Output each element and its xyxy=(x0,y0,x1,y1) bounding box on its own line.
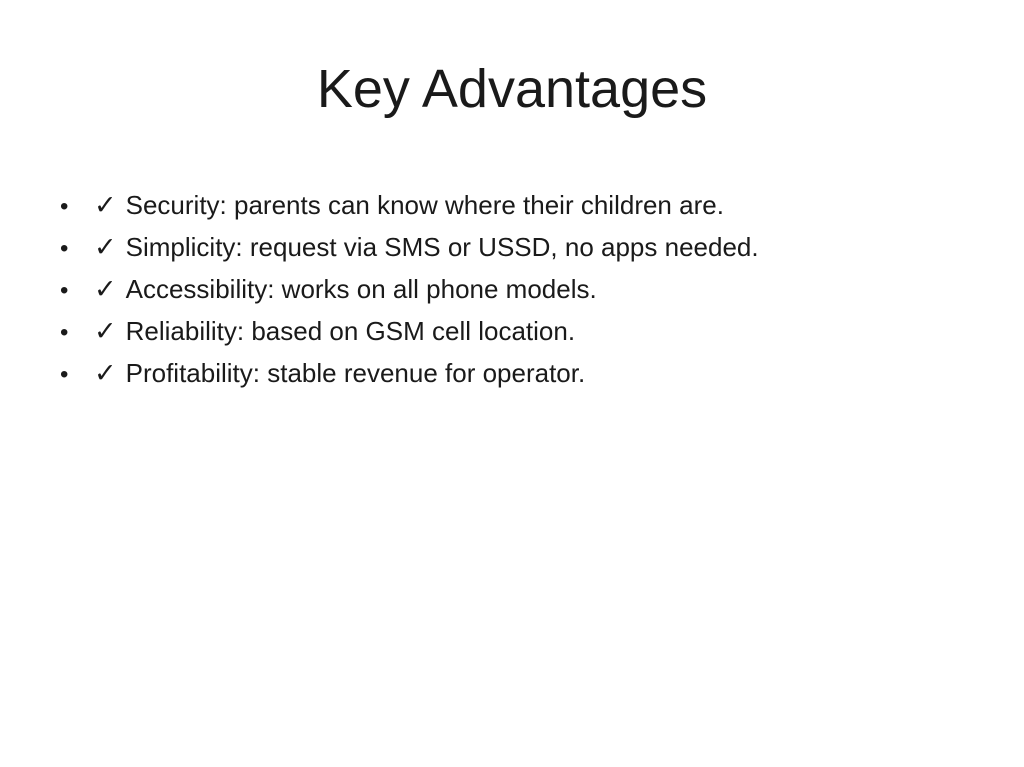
check-icon: ✓ xyxy=(94,316,117,346)
bullet-text: Security: parents can know where their children are. xyxy=(125,190,724,220)
check-icon: ✓ xyxy=(94,358,117,388)
list-item xyxy=(60,227,984,269)
bullet-dot-icon: • xyxy=(60,361,69,388)
check-icon: ✓ xyxy=(94,232,117,262)
check-icon: ✓ xyxy=(94,274,117,304)
bullet-dot-icon: • xyxy=(60,235,69,262)
list-item xyxy=(60,353,984,395)
list-item xyxy=(60,269,984,311)
bullet-text: Accessibility: works on all phone models. xyxy=(125,274,597,304)
list-item xyxy=(60,311,984,353)
bullet-dot-icon: • xyxy=(60,277,69,304)
slide-title: Key Advantages xyxy=(316,59,708,119)
list-item xyxy=(60,185,984,227)
check-icon: ✓ xyxy=(94,190,117,220)
bullet-text: Reliability: based on GSM cell location. xyxy=(125,316,576,346)
bullet-dot-icon: • xyxy=(60,319,69,346)
bullet-list xyxy=(60,185,984,395)
bullet-text: Profitability: stable revenue for operator. xyxy=(125,358,586,388)
bullet-dot-icon: • xyxy=(60,193,69,220)
bullet-text: Simplicity: request via SMS or USSD, no apps needed. xyxy=(125,232,759,262)
